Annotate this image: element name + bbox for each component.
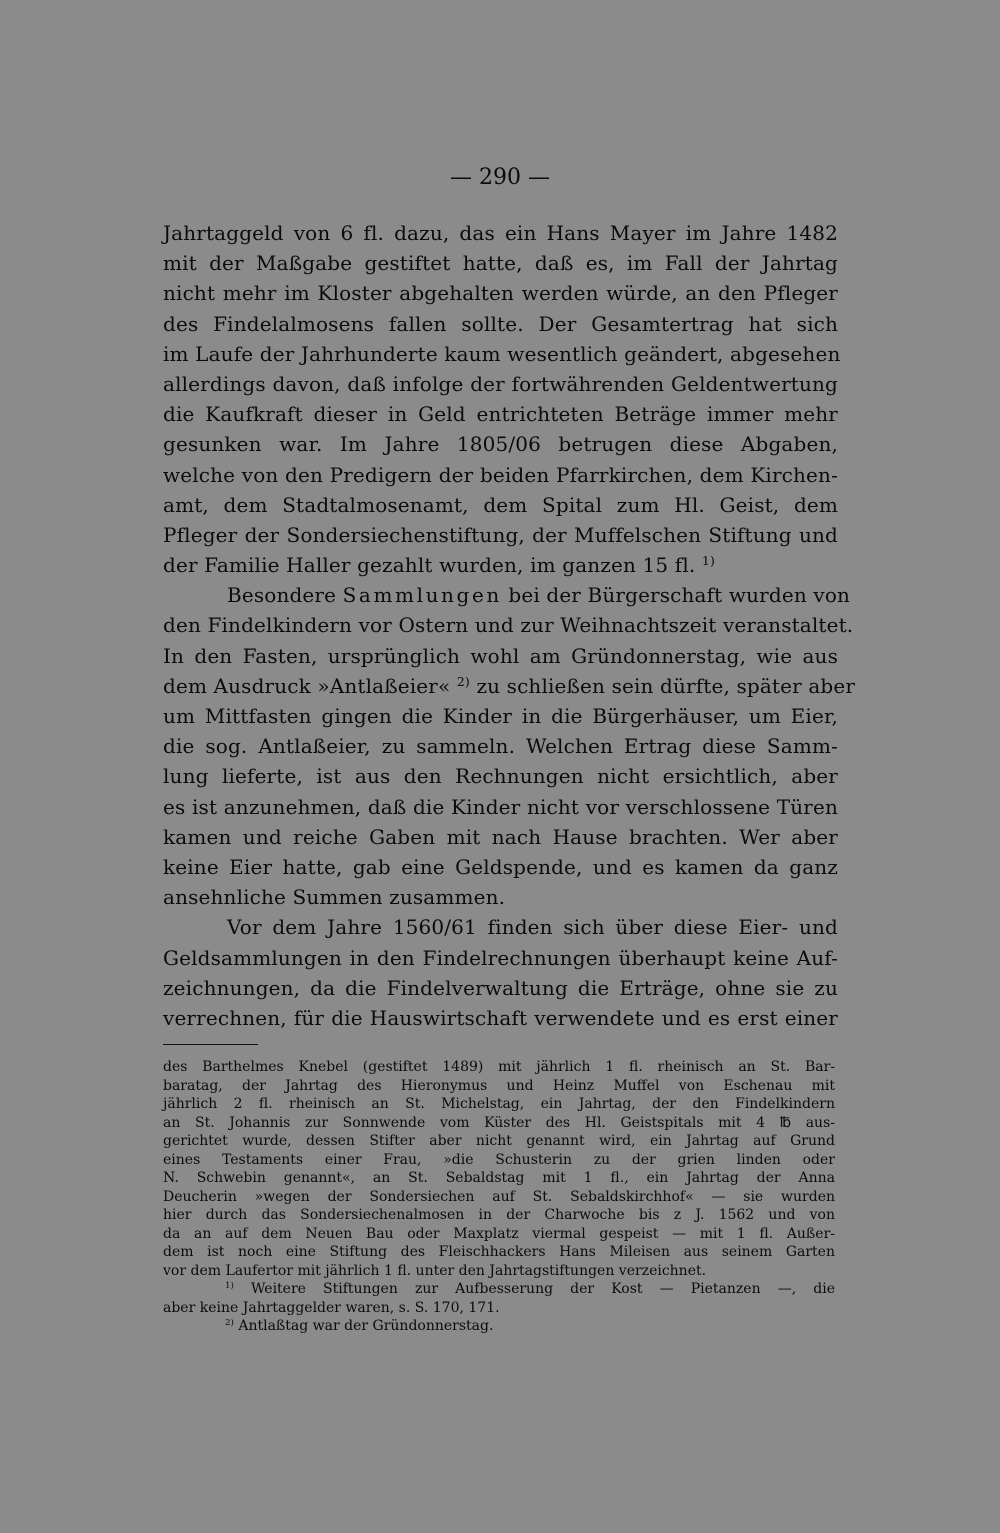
footnote-line: des Barthelmes Knebel (gestiftet 1489) mit jährlich 1 fl. rheinisch an St. Bar- bbox=[163, 1059, 835, 1075]
text-line: verrechnen, für die Hauswirtschaft verwendete und es erst einer bbox=[163, 1005, 838, 1030]
main-text bbox=[163, 218, 856, 1033]
text-line: Vor dem Jahre 1560/61 finden sich über diese Eier- und bbox=[227, 915, 838, 940]
text-line: den Findelkindern vor Ostern und zur Weihnachtszeit veranstaltet. bbox=[163, 613, 854, 638]
text-segment: bei der Bürgerschaft wurden von bbox=[508, 583, 851, 608]
footnote-line: jährlich 2 fl. rheinisch an St. Michelstag, ein Jahrtag, der den Findelkindern bbox=[163, 1096, 835, 1112]
footnotes bbox=[163, 1058, 835, 1336]
text-line: Pfleger der Sondersiechenstiftung, der Muffelschen Stiftung und bbox=[163, 522, 838, 547]
text-line: welche von den Predigern der beiden Pfarrkirchen, dem Kirchen- bbox=[163, 462, 838, 487]
footnote-line: da an auf dem Neuen Bau oder Maxplatz viermal gespeist — mit 1 fl. Außer- bbox=[163, 1225, 835, 1242]
footnote-divider bbox=[163, 1044, 258, 1045]
text-segment: Besondere bbox=[227, 583, 337, 608]
footnote-line bbox=[163, 1280, 835, 1299]
text-segment: der Familie Haller gezahlt wurden, im ganzen 15 fl. bbox=[163, 553, 696, 578]
text-line: lung lieferte, ist aus den Rechnungen nicht ersichtlich, aber bbox=[163, 764, 838, 789]
text-segment: zu schließen sein dürfte, später aber bbox=[476, 673, 856, 698]
text-line: kamen und reiche Gaben mit nach Hause brachten. Wer aber bbox=[163, 824, 838, 849]
text-line: allerdings davon, daß infolge der fortwährenden Geldentwertung bbox=[163, 371, 838, 396]
footnote-line: an St. Johannis zur Sonnwende vom Küster des Hl. Geistspitals mit 4 ℔ aus- bbox=[163, 1114, 835, 1131]
text-line: Jahrtaggeld von 6 fl. dazu, das ein Hans Mayer im Jahre 1482 bbox=[163, 221, 838, 245]
text-line: es ist anzunehmen, daß die Kinder nicht vor verschlossene Türen bbox=[163, 794, 838, 819]
text-line bbox=[163, 550, 838, 580]
footnote-line: dem ist noch eine Stiftung des Fleischhackers Hans Mileisen aus seinem Garten bbox=[163, 1244, 835, 1260]
text-line: die Kaufkraft dieser in Geld entrichteten Beträge immer mehr bbox=[163, 402, 838, 427]
footnote-ref-2: 2) bbox=[456, 674, 470, 689]
text-line: die sog. Antlaßeier, zu sammeln. Welchen Ertrag diese Samm- bbox=[163, 734, 838, 759]
footnote-line bbox=[163, 1317, 835, 1336]
text-line: In den Fasten, ursprünglich wohl am Gründonnerstag, wie aus bbox=[163, 643, 838, 668]
text-line: mit der Maßgabe gestiftet hatte, daß es, im Fall der Jahrtag bbox=[163, 251, 838, 276]
text-segment: dem Ausdruck »Antlaßeier« bbox=[163, 673, 451, 698]
footnote-line: N. Schwebin genannt«, an St. Sebaldstag mit 1 fl., ein Jahrtag der Anna bbox=[163, 1170, 835, 1186]
text-line: keine Eier hatte, gab eine Geldspende, und es kamen da ganz bbox=[163, 854, 838, 879]
text-line: zeichnungen, da die Findelverwaltung die Erträge, ohne sie zu bbox=[163, 975, 838, 1000]
footnote-line: aber keine Jahrtaggelder waren, s. S. 170, 171. bbox=[163, 1299, 500, 1316]
footnote-marker-2: 2) bbox=[225, 1318, 234, 1329]
text-line: amt, dem Stadtalmosenamt, dem Spital zum Hl. Geist, dem bbox=[163, 492, 838, 517]
text-line: Geldsammlungen in den Findelrechnungen überhaupt keine Auf- bbox=[163, 945, 838, 970]
footnote-line: baratag, der Jahrtag des Hieronymus und Heinz Muffel von Eschenau mit bbox=[163, 1077, 835, 1094]
footnote-line: Deucherin »wegen der Sondersiechen auf St. Sebaldskirchhof« — sie wurden bbox=[163, 1188, 835, 1205]
text-line: des Findelalmosens fallen sollte. Der Gesamtertrag hat sich bbox=[163, 311, 838, 336]
emphasized-word: Sammlungen bbox=[342, 583, 502, 608]
text-line: nicht mehr im Kloster abgehalten werden würde, an den Pfleger bbox=[163, 281, 838, 306]
text-line: im Laufe der Jahrhunderte kaum wesentlich geändert, abgesehen bbox=[163, 341, 841, 366]
text-line bbox=[163, 580, 851, 610]
footnote-marker-1: 1) bbox=[225, 1281, 234, 1292]
text-line bbox=[163, 671, 856, 701]
footnote-line: hier durch das Sondersiechenalmosen in der Charwoche bis z J. 1562 und von bbox=[163, 1207, 835, 1223]
footnote-line: gerichtet wurde, dessen Stifter aber nicht genannt wird, ein Jahrtag auf Grund bbox=[163, 1133, 835, 1149]
text-line: gesunken war. Im Jahre 1805/06 betrugen diese Abgaben, bbox=[163, 432, 838, 457]
footnote-line: eines Testaments einer Frau, »die Schusterin zu der grien linden oder bbox=[163, 1151, 835, 1168]
footnote-line: vor dem Laufertor mit jährlich 1 fl. unter den Jahrtagstiftungen verzeichnet. bbox=[163, 1262, 707, 1279]
page-number: — 290 — bbox=[450, 165, 550, 190]
text-line: um Mittfasten gingen die Kinder in die Bürgerhäuser, um Eier, bbox=[163, 704, 838, 728]
footnote-text: Antlaßtag war der Gründonnerstag. bbox=[238, 1318, 494, 1334]
text-line: ansehnliche Summen zusammen. bbox=[163, 885, 506, 910]
footnote-text: Weitere Stiftungen zur Aufbesserung der Kost — Pietanzen —, die bbox=[251, 1281, 835, 1297]
footnote-ref-1: 1) bbox=[701, 553, 715, 569]
